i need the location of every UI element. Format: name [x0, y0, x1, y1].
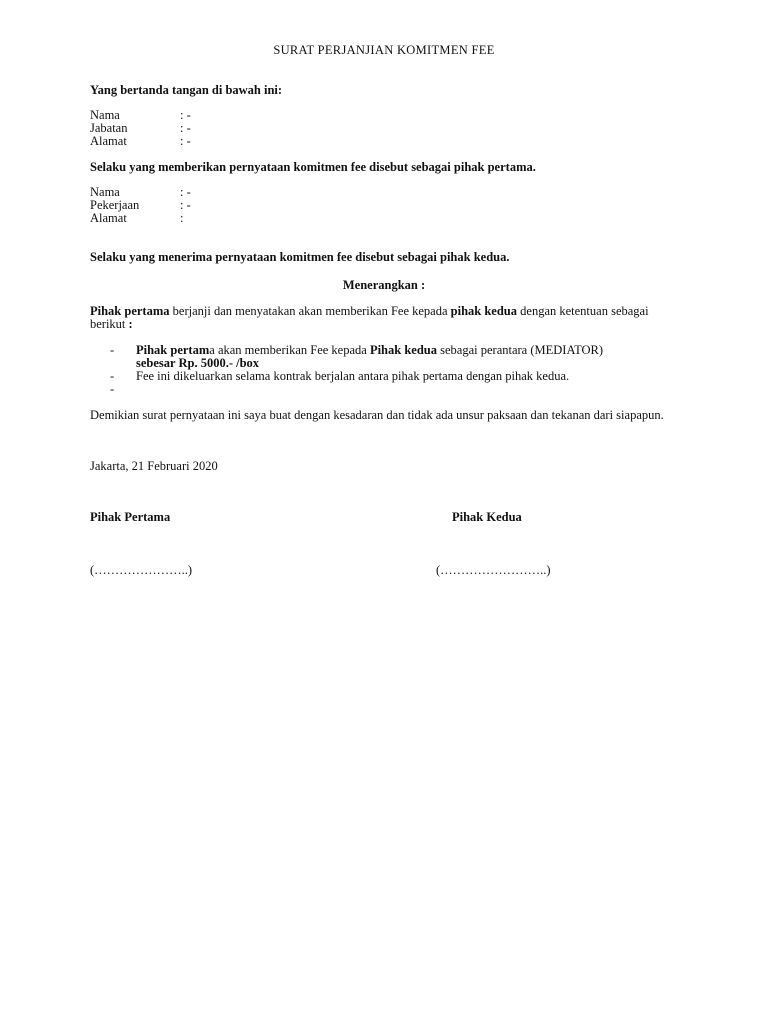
field-value: : -: [180, 185, 191, 199]
bullet-dash: -: [110, 343, 115, 357]
signature-line-left: (…………………..): [90, 563, 193, 577]
signature-label-right: Pihak Kedua: [452, 510, 522, 524]
paragraph-text-end: dengan ketentuan sebagai berikut: [90, 304, 649, 331]
field-value: : -: [180, 121, 191, 135]
field-label: Jabatan: [90, 121, 128, 135]
bullet-text: Fee ini dikeluarkan selama kontrak berjalan antara pihak pertama dengan pihak kedua.: [136, 369, 570, 383]
field-value: : -: [180, 198, 191, 212]
paragraph-text: berjanji dan menyatakan akan memberikan Fee kepada: [169, 304, 451, 318]
document-title: SURAT PERJANJIAN KOMITMEN FEE: [273, 43, 495, 57]
bold-party1: Pihak pertam: [136, 343, 210, 357]
intro-text: Yang bertanda tangan di bawah ini:: [90, 83, 283, 97]
fee-amount: sebesar Rp. 5000.- /box: [136, 356, 260, 370]
party2-statement: Selaku yang menerima pernyataan komitmen fee disebut sebagai pihak kedua.: [90, 250, 510, 264]
signature-line-right: (……………………..): [436, 563, 551, 577]
field-label: Alamat: [90, 134, 127, 148]
bold-party1: Pihak pertama: [90, 304, 170, 318]
field-label: Nama: [90, 108, 120, 122]
field-label: Alamat: [90, 211, 127, 225]
field-label: Pekerjaan: [90, 198, 140, 212]
party2-address-row: [90, 212, 183, 225]
bold-party2: pihak kedua: [450, 304, 518, 318]
bullet-dash: -: [110, 369, 115, 383]
bullet-text: [136, 344, 676, 370]
main-paragraph: [90, 305, 680, 331]
field-label: Nama: [90, 185, 120, 199]
closing-paragraph: Demikian surat pernyataan ini saya buat dengan kesadaran dan tidak ada unsur paksaan dan tekanan dari siapapun.: [90, 408, 664, 422]
place-date: Jakarta, 21 Februari 2020: [90, 459, 218, 473]
bullet-text-b: sebagai perantara (MEDIATOR): [437, 343, 604, 357]
signature-label-left: Pihak Pertama: [90, 510, 171, 524]
bullet-text-a: a akan memberikan Fee kepada: [209, 343, 370, 357]
heading-explains: Menerangkan :: [342, 278, 426, 292]
field-value: : -: [180, 108, 191, 122]
field-value: : -: [180, 134, 191, 148]
colon: :: [128, 317, 133, 331]
bold-party2: Pihak kedua: [369, 343, 437, 357]
bullet-dash: -: [110, 382, 115, 396]
party1-statement: Selaku yang memberikan pernyataan komitmen fee disebut sebagai pihak pertama.: [90, 160, 536, 174]
field-value: :: [180, 211, 184, 225]
party1-address-row: [90, 135, 191, 148]
